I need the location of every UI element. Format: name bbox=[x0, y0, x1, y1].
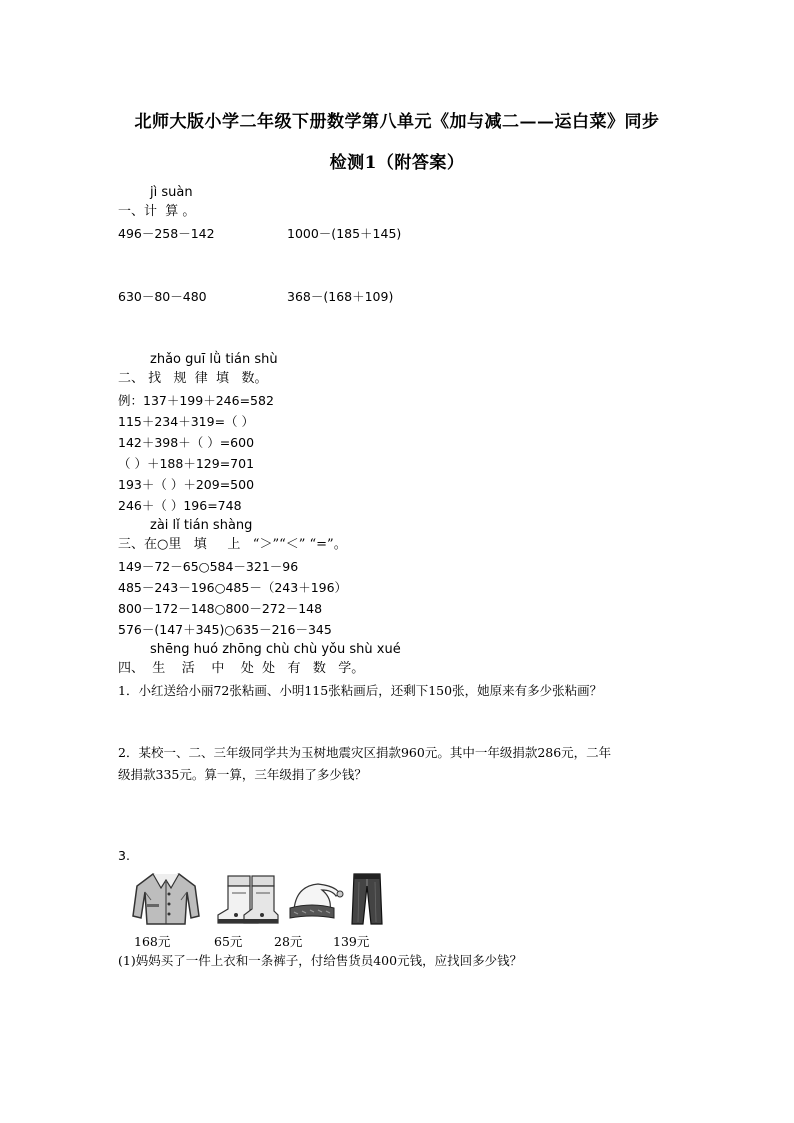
hat-icon bbox=[286, 878, 344, 922]
section1-heading: 一、计 算 。 bbox=[118, 204, 196, 219]
compare-item-4: 576－(147＋345)○635－216－345 bbox=[118, 622, 332, 637]
page-title-line2: 检测1（附答案） bbox=[329, 153, 465, 173]
page-title-line1: 北师大版小学二年级下册数学第八单元《加与减二——运白菜》同步 bbox=[134, 112, 660, 132]
section4-pinyin: shēng huó zhōng chù chù yǒu shù xué bbox=[150, 642, 401, 657]
price-hat: 28元 bbox=[274, 934, 303, 949]
word-problem-1: 1．小红送给小丽72张粘画、小明115张粘画后，还剩下150张，她原来有多少张粘画？ bbox=[118, 683, 603, 698]
calc-item-2: 1000－(185＋145) bbox=[287, 226, 402, 241]
word-problem-3-label: 3. bbox=[118, 848, 130, 863]
pattern-item-3: （ ）＋188＋129=701 bbox=[118, 456, 255, 471]
price-boots: 65元 bbox=[214, 934, 243, 949]
pattern-item-1: 115＋234＋319=（ ） bbox=[118, 414, 255, 429]
pants-icon bbox=[350, 872, 384, 926]
word-problem-2-line1: 2．某校一、二、三年级同学共为玉树地震灾区捐款960元。其中一年级捐款286元，二年 bbox=[118, 745, 612, 760]
section2-pinyin: zhǎo guī lǜ tián shù bbox=[150, 352, 278, 367]
pattern-item-2: 142＋398＋（ ）=600 bbox=[118, 435, 255, 450]
section2-heading: 二、 找 规 律 填 数。 bbox=[118, 371, 268, 386]
jacket-icon bbox=[131, 870, 201, 926]
section1-pinyin: jì suàn bbox=[150, 185, 193, 200]
pattern-item-5: 246＋（ ）196=748 bbox=[118, 498, 242, 513]
word-problem-3-sub1: (1)妈妈买了一件上衣和一条裤子，付给售货员400元钱，应找回多少钱？ bbox=[118, 953, 523, 968]
price-pants: 139元 bbox=[333, 934, 370, 949]
compare-item-3: 800－172－148○800－272－148 bbox=[118, 601, 323, 616]
word-problem-2-line2: 级捐款335元。算一算，三年级捐了多少钱？ bbox=[118, 767, 367, 782]
calc-item-1: 496－258－142 bbox=[118, 226, 215, 241]
section4-heading: 四、 生 活 中 处 处 有 数 学。 bbox=[118, 661, 365, 676]
pattern-example: 例：137＋199＋246=582 bbox=[118, 393, 274, 408]
pattern-item-4: 193＋（ ）＋209=500 bbox=[118, 477, 255, 492]
calc-item-3: 630－80－480 bbox=[118, 289, 207, 304]
calc-item-4: 368－(168＋109) bbox=[287, 289, 394, 304]
compare-item-2: 485－243－196○485－（243＋196） bbox=[118, 580, 348, 595]
price-jacket: 168元 bbox=[134, 934, 171, 949]
compare-item-1: 149－72－65○584－321－96 bbox=[118, 559, 299, 574]
section3-heading: 三、在○里 填 上 “＞”“＜” “=”。 bbox=[118, 537, 347, 552]
section3-pinyin: zài lǐ tián shàng bbox=[150, 518, 253, 533]
boots-icon bbox=[214, 873, 280, 925]
